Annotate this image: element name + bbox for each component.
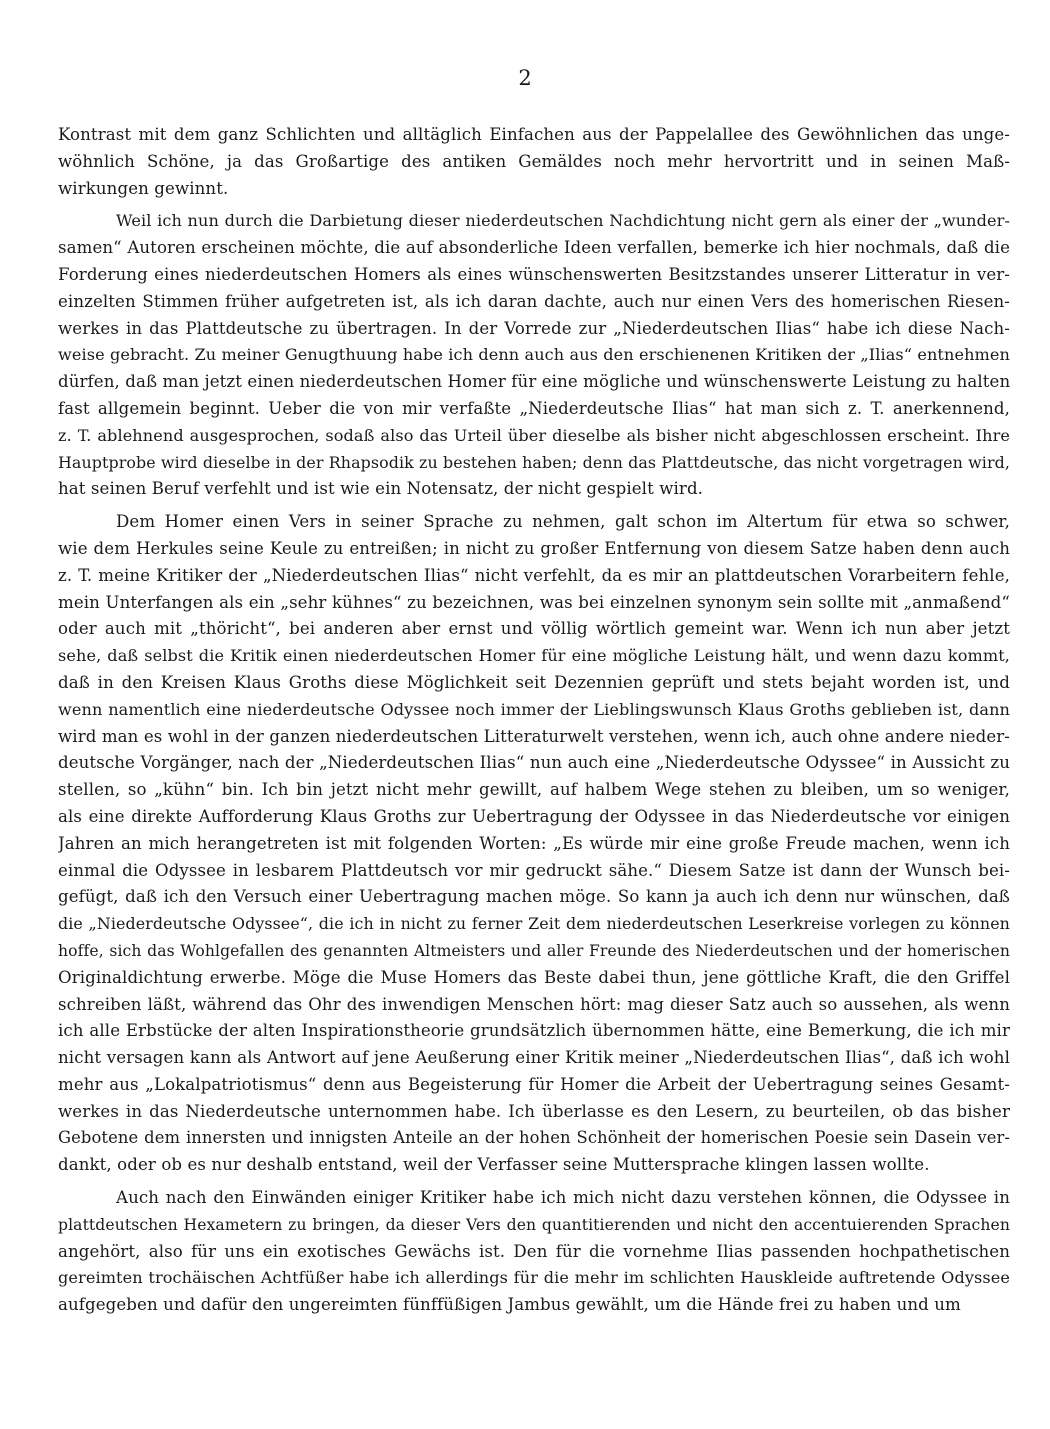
text-line: Hauptprobe wird dieselbe in der Rhapsodik zu bestehen haben; denn das Plattdeutsche, das nicht vorgetragen wird,: [58, 452, 1010, 472]
text-line: einzelten Stimmen früher aufgetreten ist, als ich daran dachte, auch nur einen Vers des homerischen Riesen-: [58, 291, 1010, 311]
text-line: hat seinen Beruf verfehlt und ist wie ein Notensatz, der nicht gespielt wird.: [58, 479, 704, 499]
text-line: oder auch mit „thöricht“, bei anderen aber ernst und völlig wörtlich gemeint war. Wenn ich nun aber jetzt: [58, 619, 1010, 639]
text-line: hoffe, sich das Wohlgefallen des genannten Altmeisters und aller Freunde des Niederdeutschen und der homerischen: [58, 941, 1010, 960]
text-line: schreiben läßt, während das Ohr des inwendigen Menschen hört: mag dieser Satz auch so aussehen, als wenn: [58, 994, 1010, 1014]
text-line: weise gebracht. Zu meiner Genugthuung habe ich denn auch aus den erschienenen Kritiken der „Ilias“ entnehmen: [58, 345, 1010, 365]
text-line: samen“ Autoren erscheinen möchte, die auf absonderliche Ideen verfallen, bemerke ich hier nochmals, daß die: [58, 238, 1010, 258]
paragraph: [58, 208, 1010, 503]
text-line: wie dem Herkules seine Keule zu entreißen; in nicht zu großer Entfernung von diesem Satze haben denn auch: [58, 538, 1010, 558]
paragraph: [58, 509, 1010, 1179]
text-line: mein Unterfangen als ein „sehr kühnes“ zu bezeichnen, was bei einzelnen synonym sein sollte mit „anmaßend“: [58, 592, 1010, 612]
text-line: Jahren an mich herangetreten ist mit folgenden Worten: „Es würde mir eine große Freude machen, wenn ich: [58, 833, 1010, 853]
text-line: Auch nach den Einwänden einiger Kritiker habe ich mich nicht dazu verstehen können, die Odyssee in: [116, 1188, 1010, 1208]
text-line: wird man es wohl in der ganzen niederdeutschen Litteraturwelt verstehen, wenn ich, auch ohne andere nieder-: [58, 726, 1010, 746]
text-line: die „Niederdeutsche Odyssee“, die ich in nicht zu ferner Zeit dem niederdeutschen Leserkreise vorlegen zu können: [58, 914, 1010, 934]
text-line: stellen, so „kühn“ bin. Ich bin jetzt nicht mehr gewillt, auf halbem Wege stehen zu bleiben, um so weniger,: [58, 780, 1010, 800]
text-line: werkes in das Plattdeutsche zu übertragen. In der Vorrede zur „Niederdeutschen Ilias“ habe ich diese Nach-: [58, 318, 1010, 338]
body-text: [58, 122, 1010, 1319]
paragraph: [58, 122, 1010, 202]
text-line: gefügt, daß ich den Versuch einer Uebertragung machen möge. So kann ja auch ich denn nur wünschen, daß: [58, 887, 1010, 907]
text-line: wirkungen gewinnt.: [58, 178, 229, 198]
text-line: angehört, also für uns ein exotisches Gewächs ist. Den für die vornehme Ilias passenden hochpathetischen: [58, 1241, 1010, 1261]
text-line: Forderung eines niederdeutschen Homers als eines wünschenswerten Besitzstandes unserer Litteratur in ver-: [58, 264, 1010, 284]
text-line: wenn namentlich eine niederdeutsche Odyssee noch immer der Lieblingswunsch Klaus Groths geblieben ist, dann: [58, 699, 1010, 719]
text-line: Dem Homer einen Vers in seiner Sprache zu nehmen, galt schon im Altertum für etwa so schwer,: [116, 512, 1010, 532]
text-line: Originaldichtung erwerbe. Möge die Muse Homers das Beste dabei thun, jene göttliche Kraft, die den Griffel: [58, 967, 1010, 987]
text-line: mehr aus „Lokalpatriotismus“ denn aus Begeisterung für Homer die Arbeit der Uebertragung seines Gesamt-: [58, 1074, 1010, 1094]
text-line: fast allgemein beginnt. Ueber die von mir verfaßte „Niederdeutsche Ilias“ hat man sich z. T. anerkennend,: [58, 398, 1010, 418]
text-line: werkes in das Niederdeutsche unternommen habe. Ich überlasse es den Lesern, zu beurteilen, ob das bisher: [58, 1101, 1010, 1121]
text-line: Weil ich nun durch die Darbietung dieser niederdeutschen Nachdichtung nicht gern als einer der „wunder-: [116, 211, 1010, 231]
text-line: Kontrast mit dem ganz Schlichten und alltäglich Einfachen aus der Pappelallee des Gewöhnlichen das unge-: [58, 125, 1010, 144]
text-line: Gebotene dem innersten und innigsten Anteile an der hohen Schönheit der homerischen Poesie sein Dasein ver-: [58, 1128, 1010, 1148]
text-line: nicht versagen kann als Antwort auf jene Aeußerung einer Kritik meiner „Niederdeutschen Ilias“, daß ich wohl: [58, 1048, 1010, 1068]
text-line: z. T. ablehnend ausgesprochen, sodaß also das Urteil über dieselbe als bisher nicht abgeschlossen erscheint. Ihre: [58, 425, 1010, 445]
text-line: deutsche Vorgänger, nach der „Niederdeutschen Ilias“ nun auch eine „Niederdeutsche Odyssee“ in Aussicht zu: [58, 753, 1010, 773]
text-line: gereimten trochäischen Achtfüßer habe ich allerdings für die mehr im schlichten Hauskleide auftretende Odyssee: [58, 1268, 1010, 1288]
text-line: plattdeutschen Hexametern zu bringen, da dieser Vers den quantitierenden und nicht den accentuierenden Sprachen: [58, 1215, 1010, 1234]
text-line: z. T. meine Kritiker der „Niederdeutschen Ilias“ nicht verfehlt, da es mir an plattdeutschen Vorarbeitern fehle,: [58, 565, 1010, 585]
text-line: sehe, daß selbst die Kritik einen niederdeutschen Homer für eine mögliche Leistung hält, und wenn dazu kommt,: [58, 646, 1010, 666]
text-line: ich alle Erbstücke der alten Inspirationstheorie grundsätzlich übernommen hätte, eine Bemerkung, die ich mir: [58, 1021, 1010, 1041]
page-number: 2: [518, 66, 532, 90]
text-line: als eine direkte Aufforderung Klaus Groths zur Uebertragung der Odyssee in das Niederdeutsche vor einigen: [58, 806, 1010, 826]
paragraph: [58, 1185, 1010, 1319]
text-line: daß in den Kreisen Klaus Groths diese Möglichkeit seit Dezennien geprüft und stets bejaht worden ist, und: [58, 672, 1010, 692]
text-line: aufgegeben und dafür den ungereimten fünffüßigen Jambus gewählt, um die Hände frei zu haben und um: [58, 1295, 961, 1315]
text-line: wöhnlich Schöne, ja das Großartige des antiken Gemäldes noch mehr hervortritt und in seinen Maß-: [58, 151, 1010, 171]
text-line: dürfen, daß man jetzt einen niederdeutschen Homer für eine mögliche und wünschenswerte Leistung zu halten: [58, 372, 1010, 392]
text-line: dankt, oder ob es nur deshalb entstand, weil der Verfasser seine Muttersprache klingen lassen wollte.: [58, 1155, 930, 1175]
text-line: einmal die Odyssee in lesbarem Plattdeutsch vor mir gedruckt sähe.“ Diesem Satze ist dann der Wunsch bei-: [58, 860, 1010, 880]
